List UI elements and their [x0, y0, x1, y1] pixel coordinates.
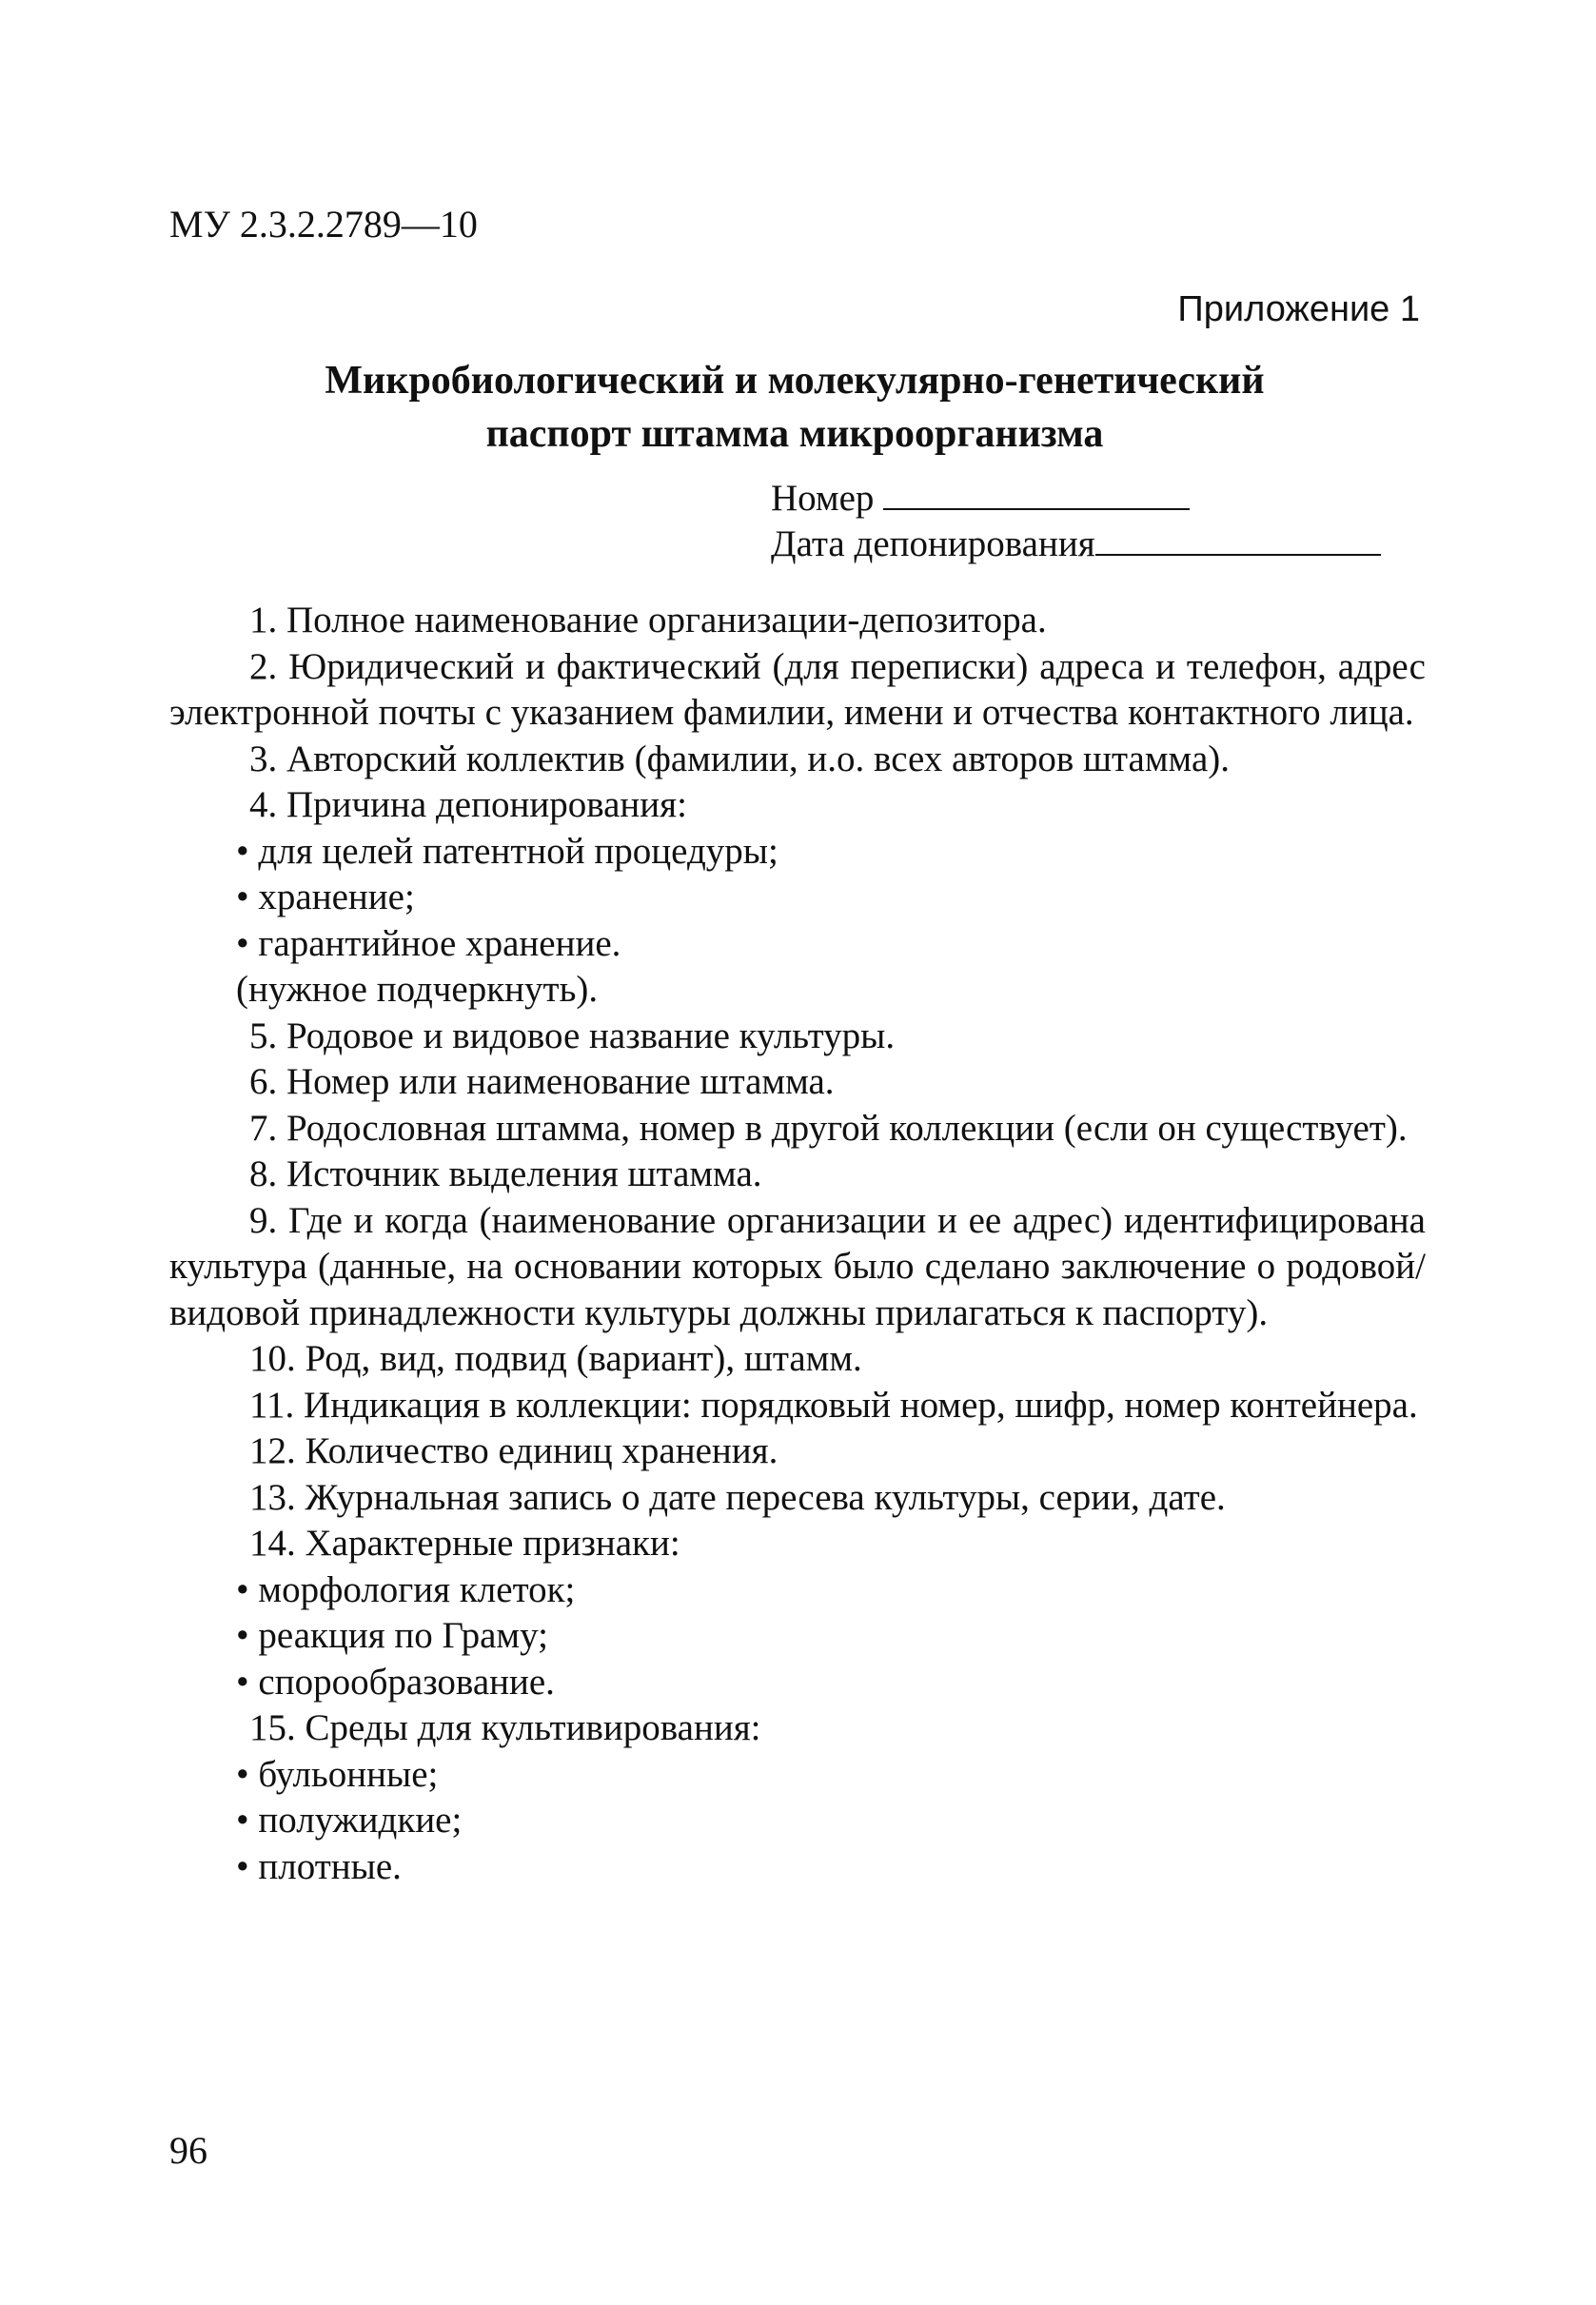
item-7: 7. Родословная штамма, номер в другой коллекции (если он существует). [249, 1107, 1408, 1149]
item-8: 8. Источник выделения штамма. [249, 1153, 762, 1194]
item-15: 15. Среды для культивирования: [249, 1707, 761, 1748]
item-1: 1. Полное наименование организации-депозитора. [249, 600, 1047, 640]
document-title [169, 354, 1420, 461]
number-field [771, 476, 1190, 522]
title-line-2: паспорт штамма микроорганизма [485, 412, 1104, 456]
item-4-bullet-3: • гарантийное хранение. [236, 922, 621, 964]
item-2: 2. Юридический и фактический (для переписки) адреса и телефон, адрес электронной почты с указанием фамилии, имени и отчества контактного лица. [169, 645, 1426, 733]
item-15-bullet-3: • плотные. [236, 1845, 402, 1887]
item-14-bullet-1: • морфология клеток; [236, 1568, 576, 1610]
item-14: 14. Характерные признаки: [249, 1523, 680, 1564]
document-code: МУ 2.3.2.2789—10 [169, 203, 478, 246]
deposit-date-blank-line [1095, 522, 1381, 556]
item-6: 6. Номер или наименование штамма. [249, 1061, 835, 1102]
item-15-bullet-1: • бульонные; [236, 1753, 439, 1795]
item-14-bullet-3: • спорообразование. [236, 1661, 555, 1703]
item-4-bullet-1: • для целей патентной процедуры; [236, 830, 778, 872]
item-9: 9. Где и когда (наименование организации и ее адрес) идентифицирована культура (данные, на основании которых было сделано заключение о родовой/ видовой принадлежности культуры должны прилагаться к паспорту). [169, 1199, 1426, 1333]
deposit-date-label: Дата депонирования [771, 523, 1095, 564]
item-12: 12. Количество единиц хранения. [249, 1430, 778, 1471]
appendix-label: Приложение 1 [1177, 289, 1420, 329]
item-4-note: (нужное подчеркнуть). [236, 969, 599, 1010]
deposit-date-field [771, 522, 1381, 567]
number-label: Номер [771, 478, 875, 519]
item-15-bullet-2: • полужидкие; [236, 1800, 463, 1841]
number-blank-line [883, 476, 1190, 510]
title-line-1: Микробиологический и молекулярно-генетический [325, 359, 1265, 403]
item-4-bullet-2: • хранение; [236, 877, 415, 917]
item-3: 3. Авторский коллектив (фамилии, и.о. всех авторов штамма). [249, 738, 1230, 779]
item-14-bullet-2: • реакция по Граму; [236, 1615, 548, 1656]
item-4: 4. Причина депонирования: [249, 784, 687, 825]
document-body [169, 598, 1426, 1890]
item-10: 10. Род, вид, подвид (вариант), штамм. [249, 1338, 862, 1379]
page-number: 96 [169, 2129, 207, 2172]
item-13: 13. Журнальная запись о дате пересева культуры, серии, дате. [249, 1476, 1226, 1518]
item-11: 11. Индикация в коллекции: порядковый номер, шифр, номер контейнера. [249, 1384, 1418, 1426]
item-5: 5. Родовое и видовое название культуры. [249, 1015, 896, 1056]
